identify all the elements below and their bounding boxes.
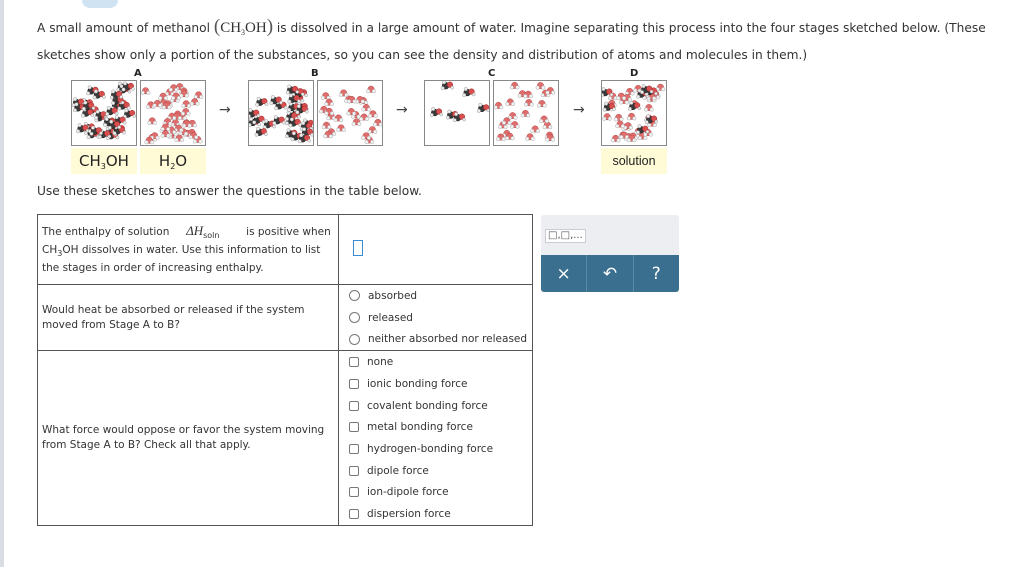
radio-button[interactable] (349, 312, 360, 323)
collapse-tab[interactable] (82, 0, 118, 8)
answer-input-box[interactable] (353, 240, 363, 256)
sketch-methanol-dense (71, 80, 137, 146)
sketch-water-c (493, 80, 559, 146)
question-2: Would heat be absorbed or released if the system moved from Stage A to B? (38, 285, 339, 351)
radio-button[interactable] (349, 334, 360, 345)
stage-label-b: B (311, 68, 319, 79)
checkbox[interactable] (349, 422, 359, 432)
sketch-solution (601, 80, 667, 146)
stage-label-a: A (134, 68, 142, 79)
toolbox-actions (541, 255, 679, 292)
arrow-a-b: → (219, 102, 231, 118)
stage-label-d: D (630, 68, 639, 79)
answer-toolbox (541, 215, 679, 292)
checkbox-none[interactable]: none (349, 351, 532, 373)
question-1: The enthalpy of solution $\Delta H_{soln}$ is positive when $CH_3OH$ dissolves in water. Use this information to list the stages in order of increasing enthalpy. (38, 215, 339, 285)
left-edge-bar (0, 0, 4, 567)
sketch-methanol-b (248, 80, 314, 146)
checkbox[interactable] (349, 357, 359, 367)
checkbox-ionic[interactable]: ionic bonding force (349, 373, 532, 395)
answer-2-cell (339, 285, 533, 351)
checkbox-hydrogen-bonding[interactable]: hydrogen-bonding force (349, 438, 532, 460)
option-released[interactable]: released (349, 307, 532, 329)
option-absorbed[interactable]: absorbed (349, 285, 532, 307)
checkbox[interactable] (349, 466, 359, 476)
intro-text: A small amount of methanol $(CH_3OH)$ is dissolved in a large amount of water. Imagine separating this process into the four stages sketched below. (These sketches show only a portion of the substances, so you can see the density and distribution of atoms and molecules in them.) (37, 16, 986, 62)
option-neither[interactable]: neither absorbed nor released (349, 328, 532, 350)
radio-button[interactable] (349, 290, 360, 301)
clear-button[interactable]: × (541, 255, 587, 292)
answer-3-cell (339, 351, 533, 526)
stage-label-c: C (488, 68, 496, 79)
sketch-methanol-sparse (424, 80, 490, 146)
sketch-water-dense (140, 80, 206, 146)
tag-methanol: $CH_3OH$ (71, 148, 137, 174)
list-template-button[interactable]: □,□,... (545, 229, 586, 243)
sketch-water-b (317, 80, 383, 146)
instructions-text: Use these sketches to answer the questions in the table below. (37, 184, 422, 198)
checkbox[interactable] (349, 487, 359, 497)
checkbox[interactable] (349, 401, 359, 411)
checkbox[interactable] (349, 509, 359, 519)
checkbox-covalent[interactable]: covalent bonding force (349, 395, 532, 417)
undo-button[interactable]: ↶ (587, 255, 633, 292)
arrow-b-c: → (396, 102, 408, 118)
checkbox-dispersion[interactable]: dispersion force (349, 503, 532, 525)
checkbox[interactable] (349, 444, 359, 454)
tag-solution: solution (601, 148, 667, 174)
toolbox-templates (541, 215, 679, 255)
checkbox-ion-dipole[interactable]: ion-dipole force (349, 481, 532, 503)
arrow-c-d: → (573, 102, 585, 118)
question-3: What force would oppose or favor the system moving from Stage A to B? Check all that apply. (38, 351, 339, 526)
answer-1-cell (339, 215, 533, 285)
checkbox[interactable] (349, 379, 359, 389)
help-button[interactable]: ? (651, 263, 661, 284)
checkbox-metal[interactable]: metal bonding force (349, 416, 532, 438)
question-table (37, 214, 533, 526)
tag-water: $H_2O$ (140, 148, 206, 174)
checkbox-dipole[interactable]: dipole force (349, 460, 532, 482)
